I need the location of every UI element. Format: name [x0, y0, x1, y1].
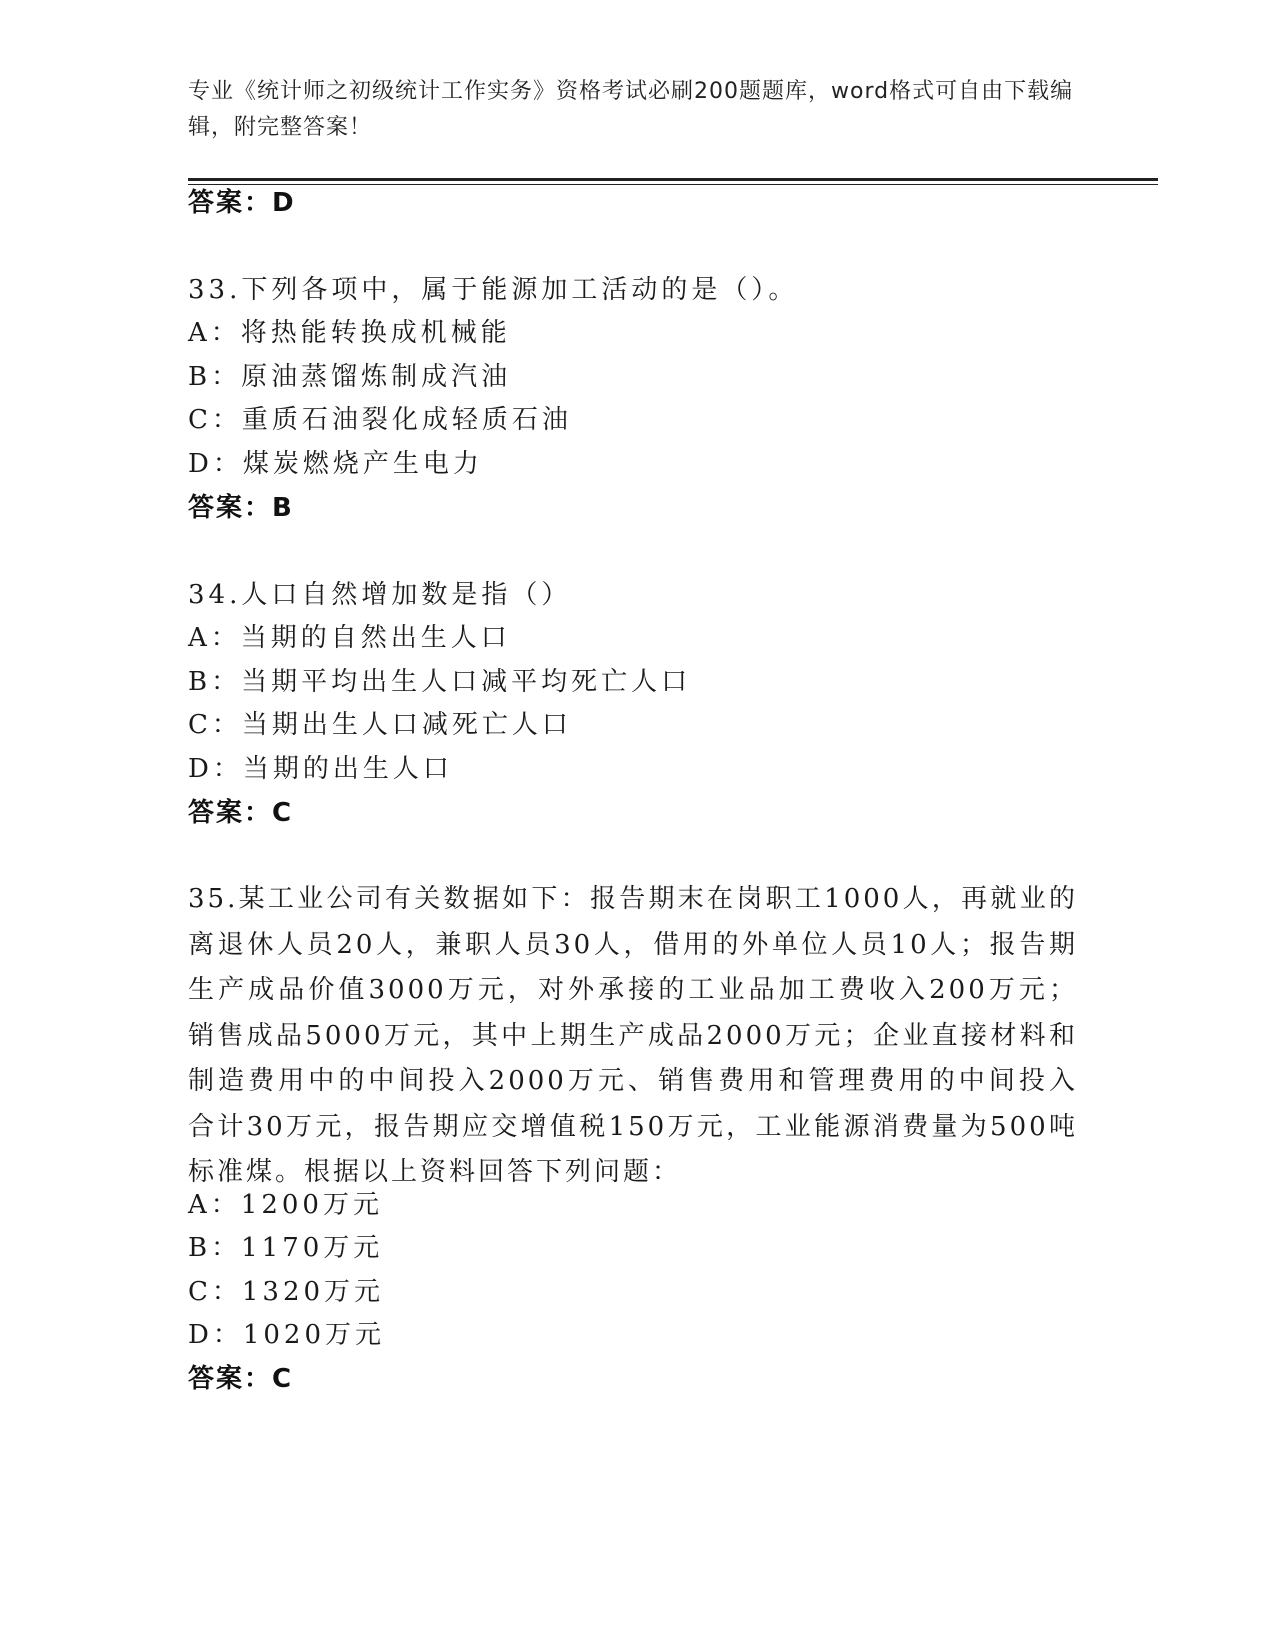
answer: 答案：B: [188, 493, 294, 523]
header-rule-thin: [188, 184, 1158, 185]
option-b: B：原油蒸馏炼制成汽油: [188, 362, 512, 392]
question-stem: 33.下列各项中，属于能源加工活动的是（）。: [188, 275, 799, 305]
question-stem: 35.某工业公司有关数据如下：报告期末在岗职工1000人，再就业的离退休人员20人，兼职人员30人，借用的外单位人员10人；报告期生产成品价值3000万元，对外承接的工业品加工费收入200万元；销售成品5000万元，其中上期生产成品2000万元；企业直接材料和制造费用中的中间投入2000万元、销售费用和管理费用的中间投入合计30万元，报告期应交增值税150万元，工业能源消费量为500吨标准煤。根据以上资料回答下列问题：: [188, 884, 1078, 1187]
document-header: 专业《统计师之初级统计工作实务》资格考试必刷200题题库，word格式可自由下载编辑，附完整答案！: [188, 79, 1074, 140]
header-rule-thick: [188, 178, 1158, 181]
option-a: A：1200万元: [188, 1190, 383, 1220]
option-c: C：1320万元: [188, 1277, 385, 1307]
question-stem: 34.人口自然增加数是指（）: [188, 580, 572, 610]
previous-answer: 答案：D: [188, 188, 296, 218]
option-d: D：1020万元: [188, 1320, 386, 1350]
option-c: C：重质石油裂化成轻质石油: [188, 405, 572, 435]
option-a: A：将热能转换成机械能: [188, 318, 511, 348]
option-b: B：1170万元: [188, 1233, 384, 1263]
option-b: B：当期平均出生人口减平均死亡人口: [188, 667, 692, 697]
answer: 答案：C: [188, 1364, 294, 1394]
option-a: A：当期的自然出生人口: [188, 623, 511, 653]
answer: 答案：C: [188, 798, 294, 828]
option-d: D：煤炭燃烧产生电力: [188, 449, 483, 479]
option-d: D：当期的出生人口: [188, 754, 453, 784]
option-c: C：当期出生人口减死亡人口: [188, 710, 572, 740]
